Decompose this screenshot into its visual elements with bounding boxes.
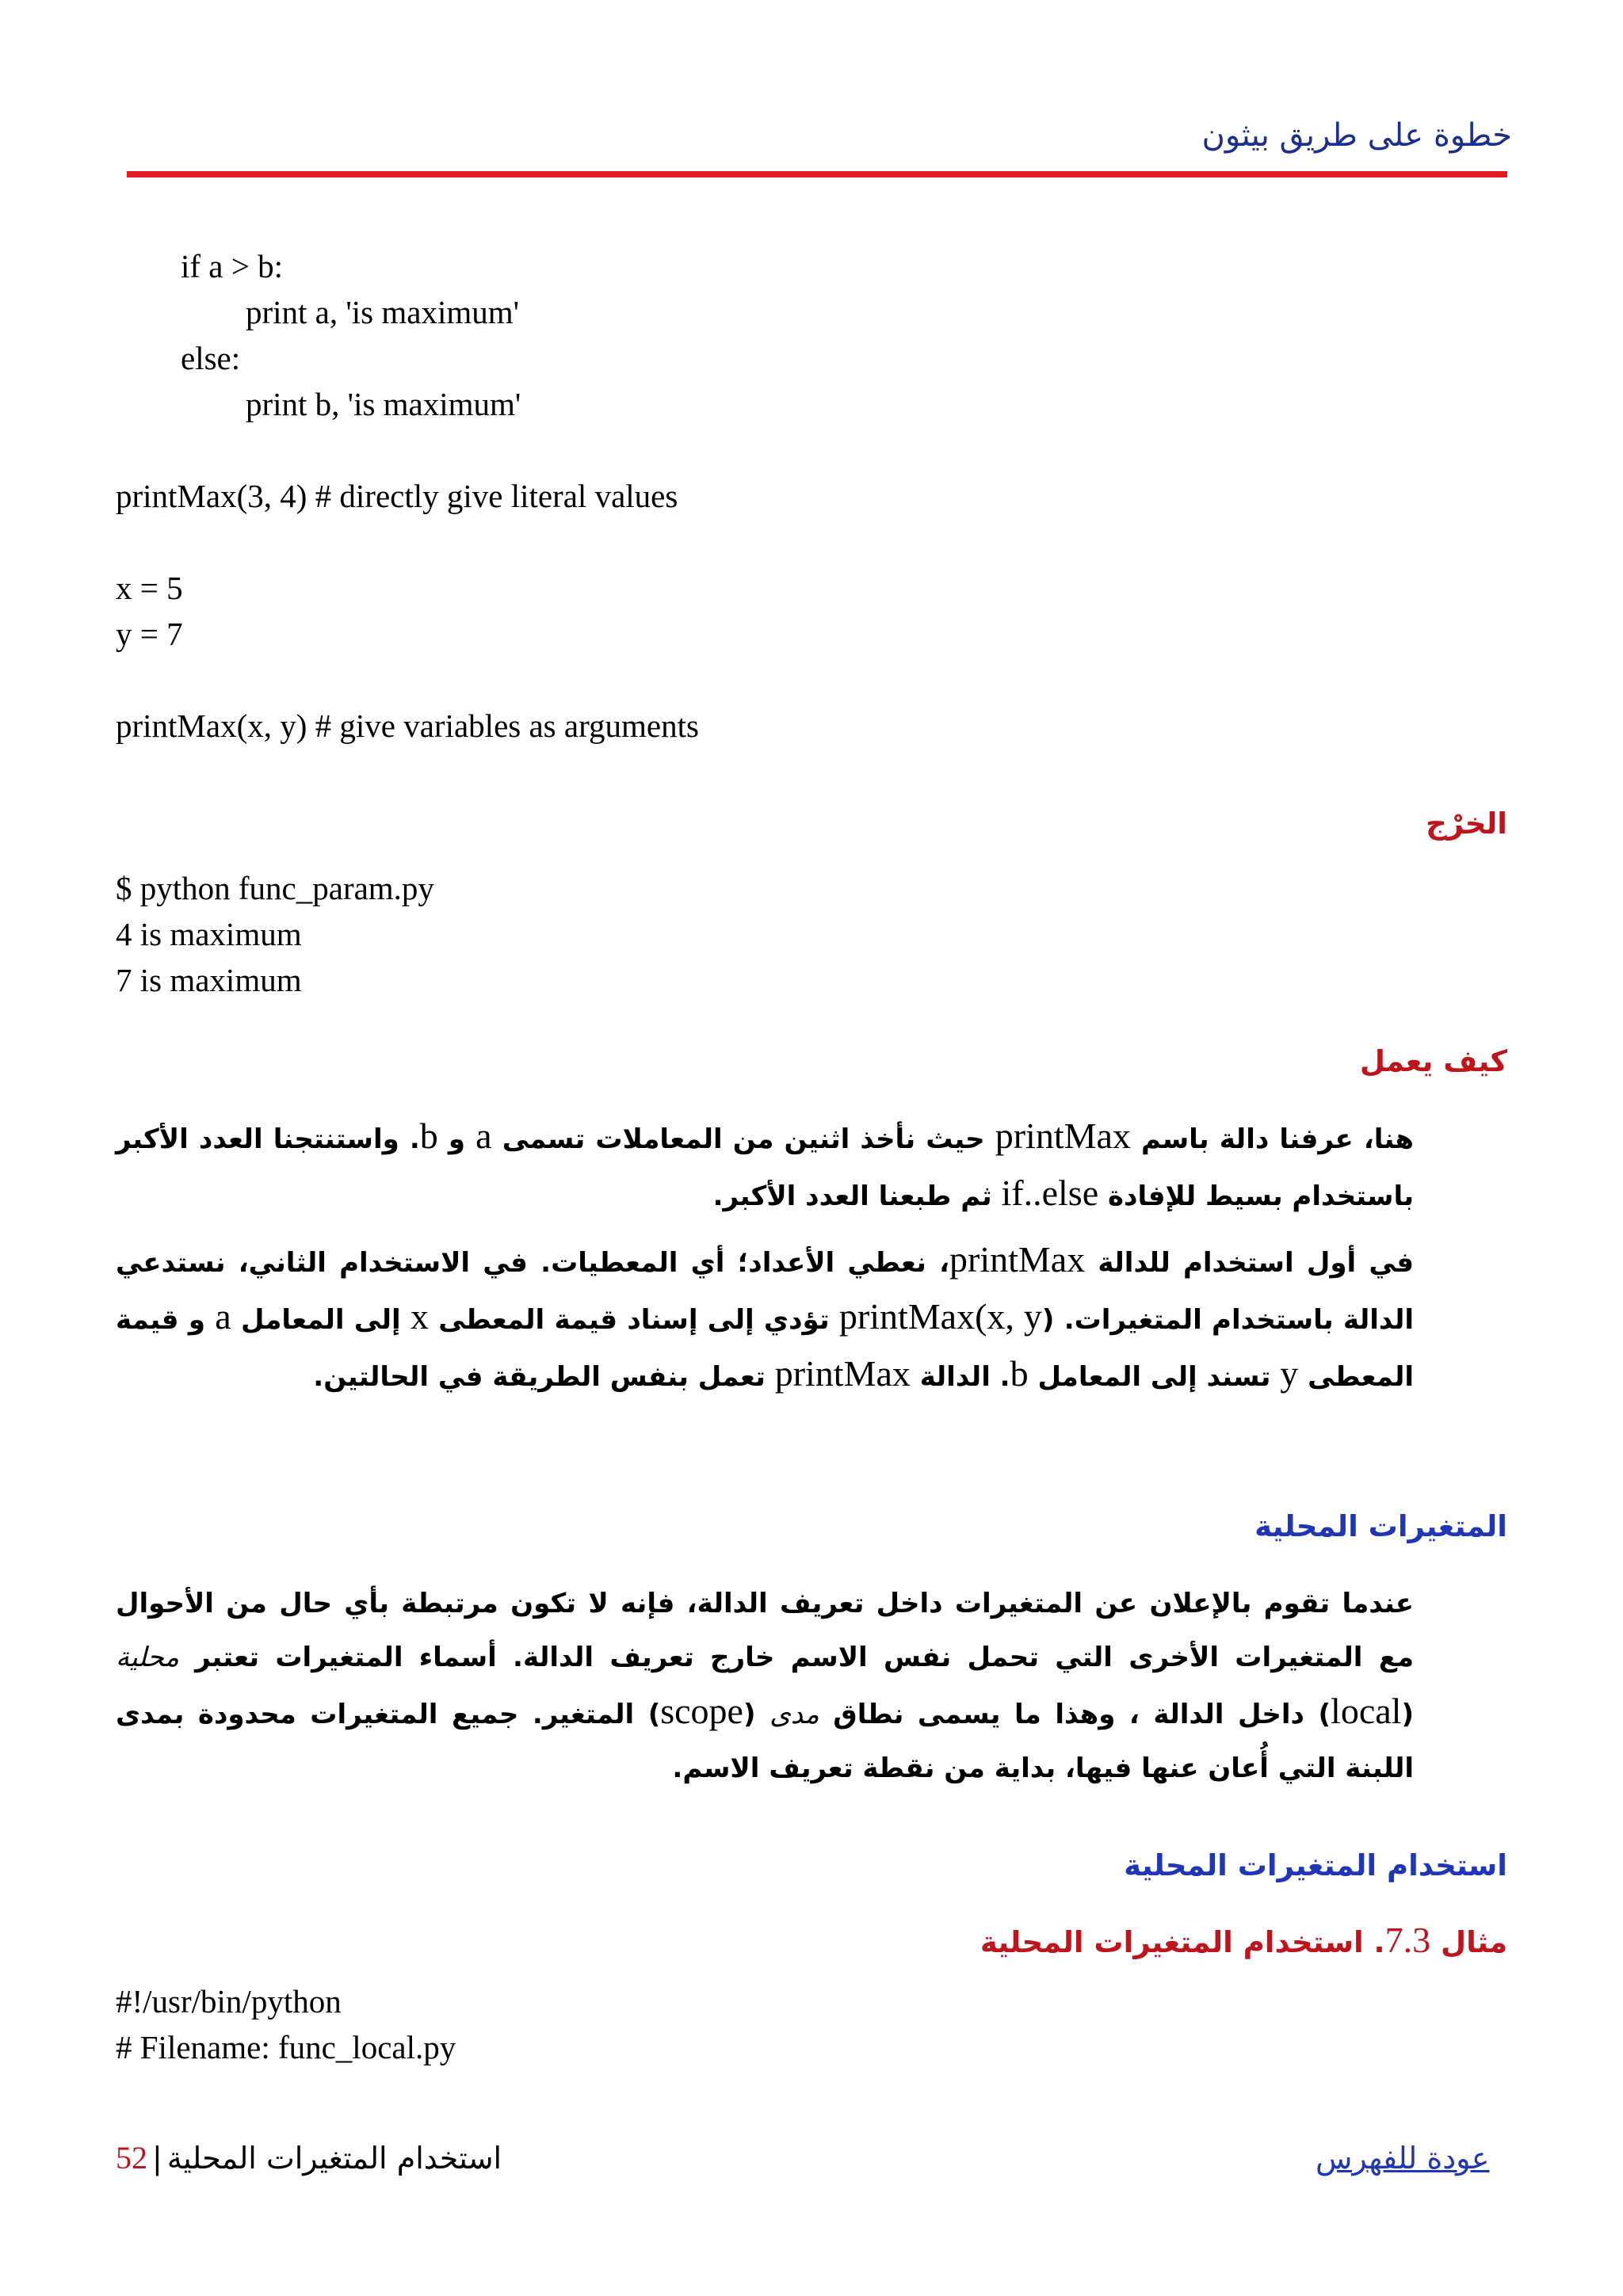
code-block-output (116, 865, 434, 1003)
code-line: print a, 'is maximum' (116, 294, 520, 330)
code-line: # Filename: func_local.py (116, 2029, 456, 2065)
code-line: #!/usr/bin/python (116, 1983, 342, 2019)
page-number: 52 (116, 2140, 147, 2176)
code-line: printMax(x, y) # give variables as arguments (116, 707, 699, 744)
code-line: y = 7 (116, 616, 183, 652)
output-line: $ python func_param.py (116, 870, 434, 906)
local-variables-paragraph: عندما تقوم بالإعلان عن المتغيرات داخل تعريف الدالة، فإنه لا تكون مرتبطة بأي حال من الأحوال مع المتغيرات الأخرى التي تحمل نفس الاسم خارج تعريف الدالة. أسماء المتغيرات تعتبر محلية (local) داخل الدالة ، وهذا ما يسمى نطاق مدى (scope) المتغير. جميع المتغيرات محدودة بمدى اللبنة التي أُعان عنها فيها، بداية من نقطة تعريف الاسم. (116, 1588, 1414, 1784)
back-to-index-link[interactable]: عودة للفهرس (1316, 2141, 1490, 2176)
output-heading: الخرْج (1426, 807, 1507, 841)
header-title: خطوة على طريق بيثون (1201, 117, 1512, 154)
code-line: else: (116, 340, 241, 376)
example-title: مثال 7.3. استخدام المتغيرات المحلية (980, 1920, 1507, 1960)
code-line: print b, 'is maximum' (116, 386, 521, 422)
code-line: printMax(3, 4) # directly give literal values (116, 478, 678, 514)
example-number: 7.3 (1384, 1920, 1431, 1960)
footer-separator: | (152, 2141, 162, 2176)
header-divider (127, 171, 1507, 177)
how-it-works-paragraph-1: هنا، عرفنا دالة باسم printMax حيث نأخذ اثنين من المعاملات تسمى a و b. واستنتجنا العدد الأكبر باستخدام بسيط للإفادة if..else ثم طبعنا العدد الأكبر. (116, 1116, 1414, 1213)
code-line: x = 5 (116, 570, 183, 606)
footer-section-title: استخدام المتغيرات المحلية (166, 2141, 502, 2176)
using-local-variables-heading: استخدام المتغيرات المحلية (1124, 1848, 1507, 1882)
output-line: 7 is maximum (116, 962, 302, 998)
code-block-function-calls (116, 243, 699, 749)
code-line: if a > b: (116, 248, 284, 284)
how-it-works-paragraph-2: في أول استخدام للدالة printMax، نعطي الأعداد؛ أي المعطيات. في الاستخدام الثاني، نستدعي الدالة باستخدام المتغيرات. printMax(x, y) تؤدي إلى إسناد قيمة المعطى x إلى المعامل a و قيمة المعطى y تسند إلى المعامل b. الدالة printMax تعمل بنفس الطريقة في الحالتين. (116, 1239, 1415, 1394)
code-block-func-local (116, 1978, 456, 2070)
footer-page-info (116, 2139, 502, 2176)
local-variables-heading: المتغيرات المحلية (1254, 1509, 1507, 1543)
output-line: 4 is maximum (116, 916, 302, 952)
how-it-works-heading: كيف يعمل (1359, 1044, 1507, 1078)
